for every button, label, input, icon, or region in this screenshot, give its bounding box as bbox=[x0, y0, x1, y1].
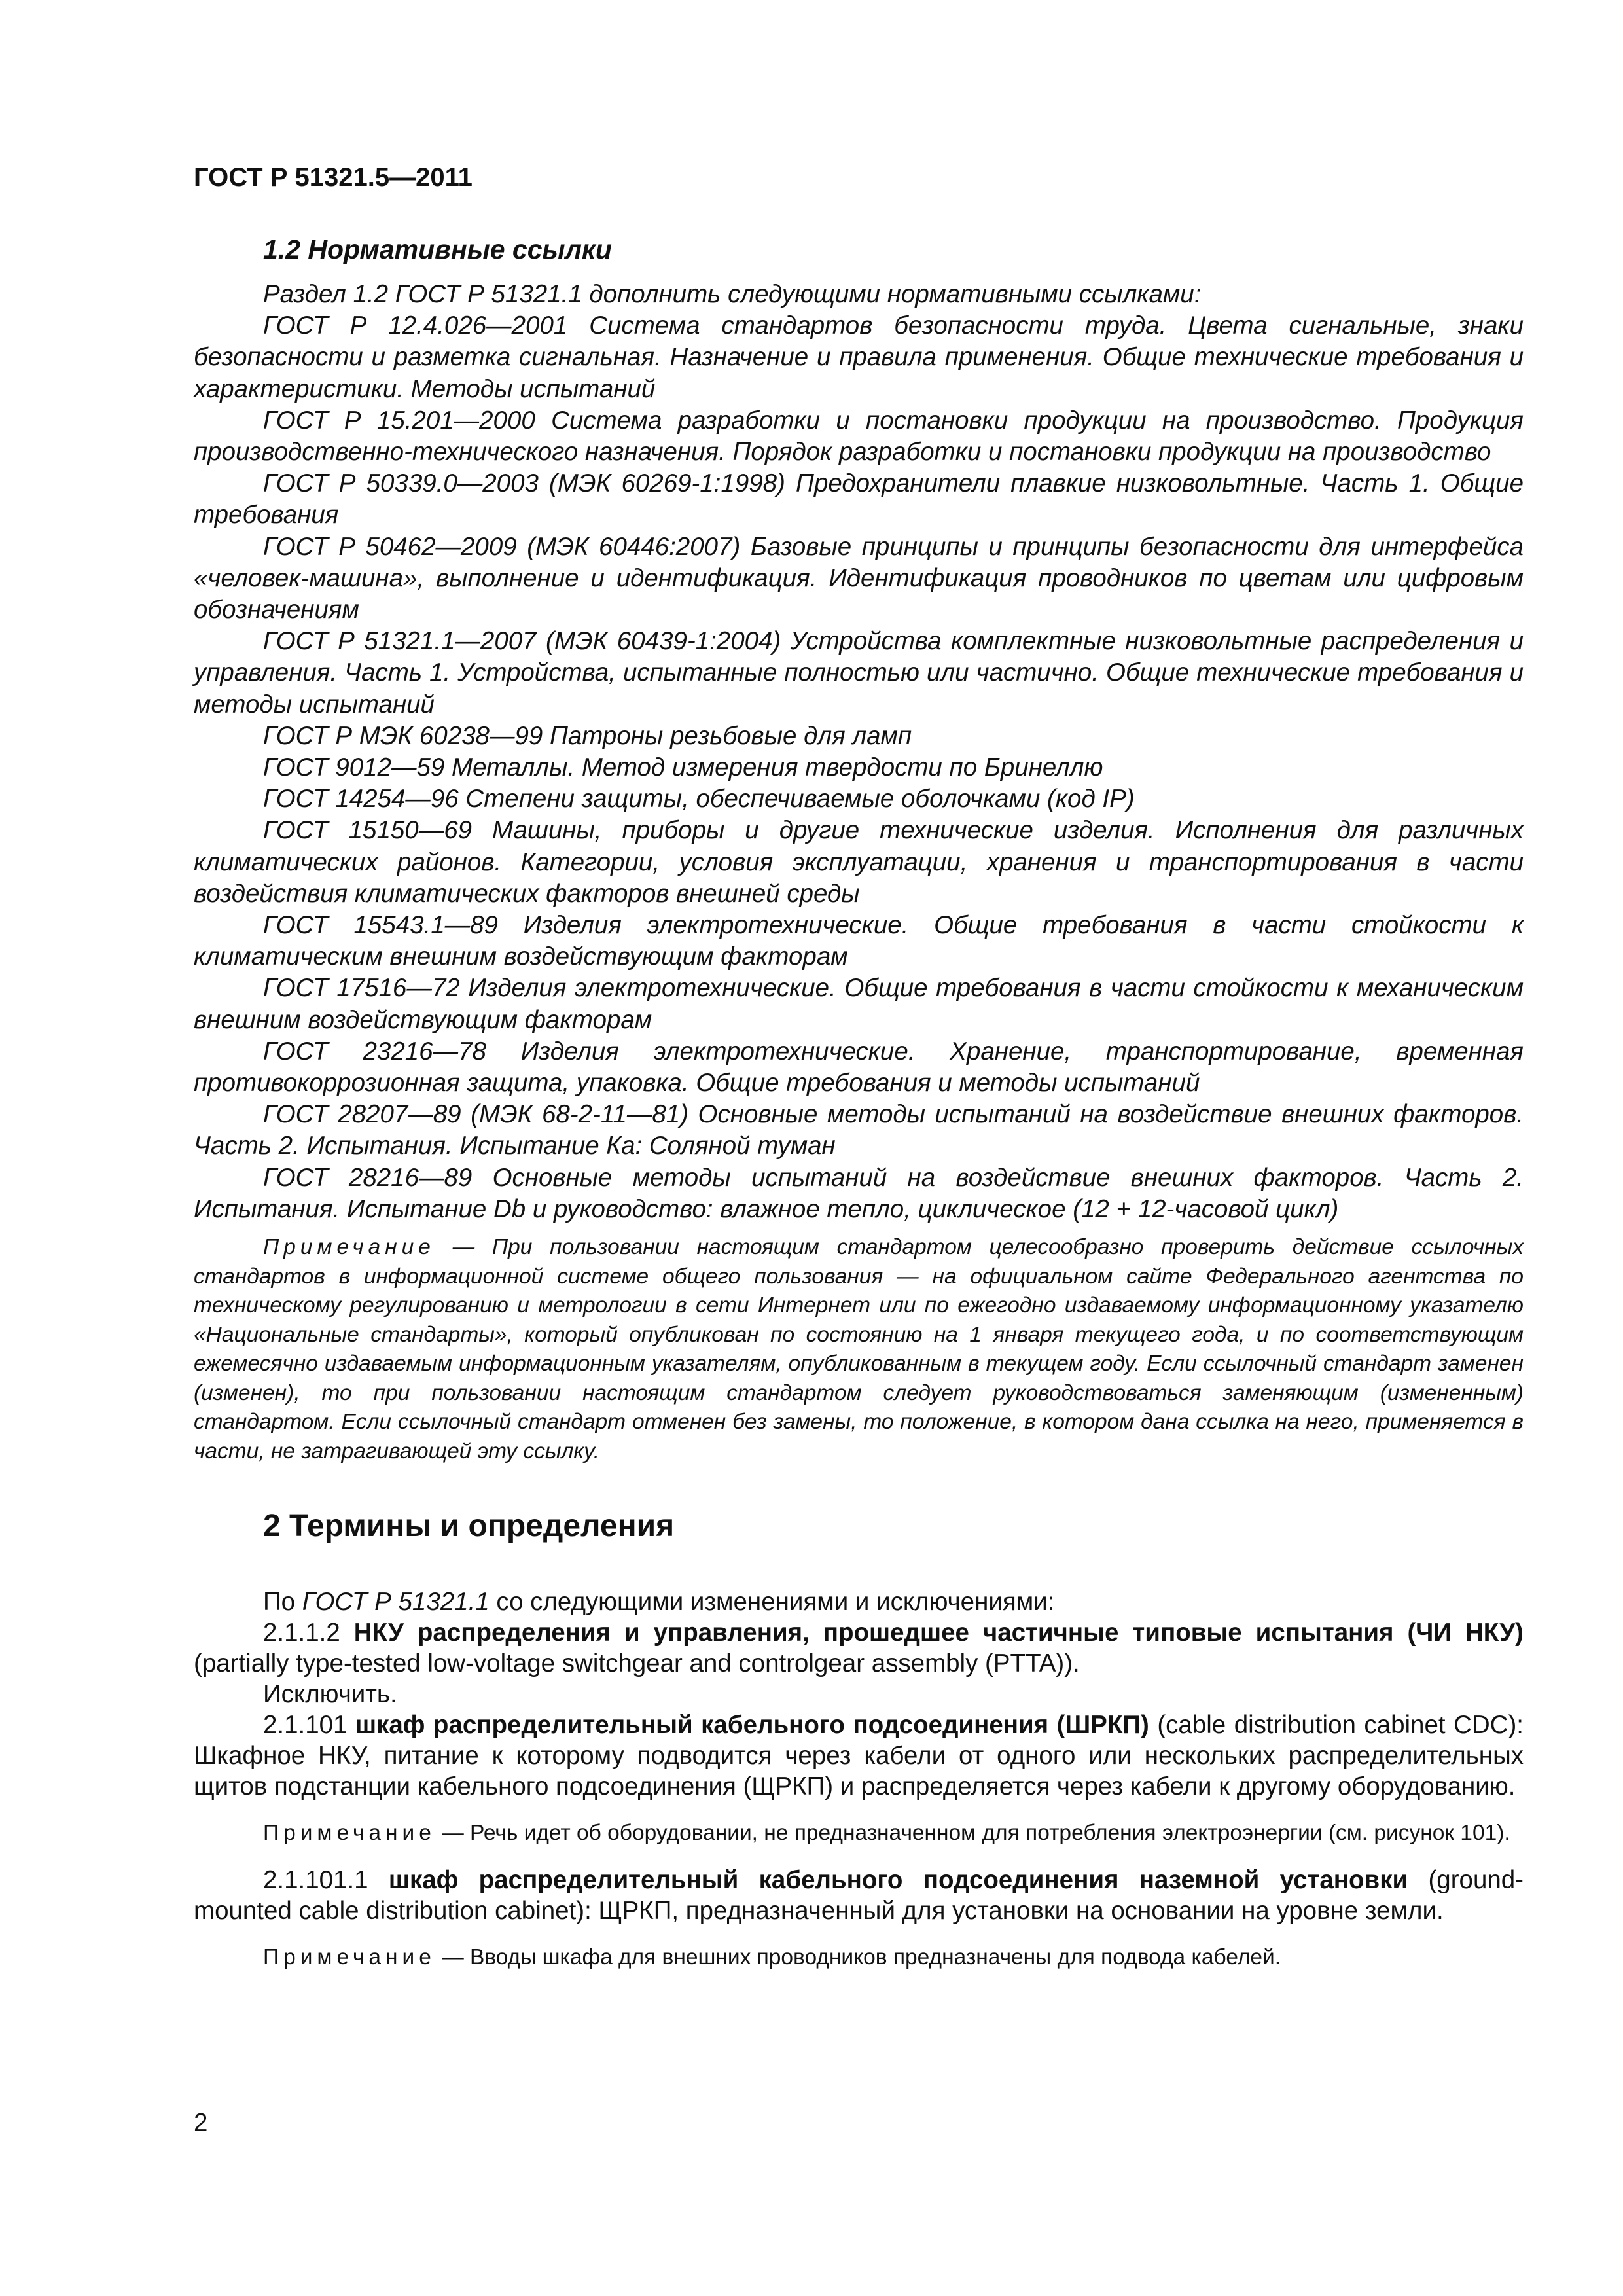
reference-item: ГОСТ 23216—78 Изделия электротехнические. Хранение, транспортирование, временная противокоррозионная защита, упаковка. Общие требования и методы испытаний bbox=[194, 1037, 1524, 1098]
reference-item: ГОСТ Р 12.4.026—2001 Система стандартов безопасности труда. Цвета сигнальные, знаки безопасности и разметка сигнальная. Назначение и правила применения. Общие технические требования и характеристики. Методы испытаний bbox=[194, 312, 1524, 403]
terms-intro-prefix: По bbox=[263, 1588, 302, 1617]
reference-item: ГОСТ 28216—89 Основные методы испытаний на воздействие внешних факторов. Часть 2. Испытания. Испытание Db и руководство: влажное тепло, циклическое (12 + 12-часовой цикл) bbox=[194, 1163, 1524, 1223]
term-number: 2.1.101 bbox=[263, 1711, 355, 1740]
document-page bbox=[194, 161, 1524, 1989]
reference-item: ГОСТ 14254—96 Степени защиты, обеспечиваемые оболочками (код IP) bbox=[263, 785, 1135, 814]
note-text: — Речь идет об оборудовании, не предназначенном для потребления электроэнергии (см. рисунок 101). bbox=[435, 1821, 1510, 1846]
term-name: шкаф распределительный кабельного подсоединения наземной установки bbox=[388, 1866, 1408, 1895]
note-label: Примечание bbox=[263, 1945, 436, 1970]
term-entry-2-1-101 bbox=[194, 1710, 1524, 1802]
terms-intro-reference: ГОСТ Р 51321.1 bbox=[302, 1588, 490, 1617]
document-number-header: ГОСТ Р 51321.5—2011 bbox=[194, 163, 473, 192]
term-number: 2.1.101.1 bbox=[263, 1866, 389, 1895]
terms-body bbox=[194, 1587, 1524, 1972]
terms-intro bbox=[194, 1587, 1524, 1617]
term-definition: (partially type-tested low-voltage switchgear and controlgear assembly (PTTA)). bbox=[194, 1649, 1080, 1678]
term-note bbox=[194, 1943, 1524, 1972]
reference-item: ГОСТ Р 50462—2009 (МЭК 60446:2007) Базовые принципы и принципы безопасности для интерфейса «человек-машина», выполнение и идентификация. Идентификация проводников по цветам или цифровым обозначениям bbox=[194, 532, 1524, 624]
reference-item: ГОСТ Р 51321.1—2007 (МЭК 60439-1:2004) Устройства комплектные низковольтные распределения и управления. Часть 1. Устройства, испытанные полностью или частично. Общие технические требования и методы испытаний bbox=[194, 627, 1524, 719]
reference-item: ГОСТ Р 15.201—2000 Система разработки и постановки продукции на производство. Продукция производственно-технического назначения. Порядок разработки и постановки продукции на производство bbox=[194, 406, 1524, 467]
reference-item: ГОСТ Р МЭК 60238—99 Патроны резьбовые для ламп bbox=[263, 721, 912, 750]
note-label: Примечание bbox=[263, 1235, 435, 1260]
term-entry-2-1-101-1 bbox=[194, 1865, 1524, 1926]
reference-item: ГОСТ 9012—59 Металлы. Метод измерения твердости по Бринеллю bbox=[263, 753, 1103, 782]
reference-item: ГОСТ Р 50339.0—2003 (МЭК 60269-1:1998) Предохранители плавкие низковольтные. Часть 1. Общие требования bbox=[194, 469, 1524, 529]
term-entry-2-1-1-2 bbox=[194, 1617, 1524, 1679]
term-definition: (ground-mounted cable distribution cabinet): ЩРКП, предназначенный для установки на основании на уровне земли. bbox=[194, 1866, 1524, 1926]
reference-item: ГОСТ 15150—69 Машины, приборы и другие технические изделия. Исполнения для различных климатических районов. Категории, условия эксплуатации, хранения и транспортирования в части воздействия климатических факторов внешней среды bbox=[194, 816, 1524, 908]
note-text: — При пользовании настоящим стандартом целесообразно проверить действие ссылочных стандартов в информационной системе общего пользования — на официальном сайте Федерального агентства по техническому регулированию и метрологии в сети Интернет или по ежегодно издаваемому информационному указателю «Национальные стандарты», который опубликован по состоянию на 1 января текущего года, и по соответствующим ежемесячно издаваемым информационным указателям, опубликованным в текущем году. Если ссылочный стандарт заменен (изменен), то при пользовании настоящим стандартом следует руководствоваться заменяющим (измененным) стандартом. Если ссылочный стандарт отменен без замены, то положение, в котором дана ссылка на него, применяется в части, не затрагивающей эту ссылку. bbox=[194, 1235, 1524, 1463]
references-intro: Раздел 1.2 ГОСТ Р 51321.1 дополнить следующими нормативными ссылками: bbox=[263, 280, 1202, 308]
term-definition: (cable distribution cabinet CDC): Шкафное НКУ, питание к которому подводится через кабели от одного или нескольких распределительных щитов подстанции кабельного подсоединения (ЩРКП) и распределяется через кабели к другому оборудованию. bbox=[194, 1711, 1524, 1801]
term-number: 2.1.1.2 bbox=[263, 1619, 354, 1647]
term-name: НКУ распределения и управления, прошедшее частичные типовые испытания (ЧИ НКУ) bbox=[353, 1619, 1524, 1647]
term-note bbox=[194, 1819, 1524, 1848]
note-label: Примечание bbox=[263, 1821, 436, 1846]
reference-item: ГОСТ 15543.1—89 Изделия электротехнические. Общие требования в части стойкости к климатическим внешним воздействующим факторам bbox=[194, 911, 1524, 971]
reference-item: ГОСТ 28207—89 (МЭК 68-2-11—81) Основные методы испытаний на воздействие внешних факторов. Часть 2. Испытания. Испытание Ка: Соляной туман bbox=[194, 1100, 1524, 1160]
section-title-terms: 2 Термины и определения bbox=[263, 1509, 675, 1544]
normative-references-list bbox=[194, 279, 1524, 1225]
term-action-exclude: Исключить. bbox=[263, 1680, 397, 1709]
term-name: шкаф распределительный кабельного подсоединения (ШРКП) bbox=[355, 1711, 1149, 1740]
terms-intro-suffix: со следующими изменениями и исключениями: bbox=[489, 1588, 1055, 1617]
note-text: — Вводы шкафа для внешних проводников предназначены для подвода кабелей. bbox=[435, 1945, 1281, 1970]
reference-item: ГОСТ 17516—72 Изделия электротехнические. Общие требования в части стойкости к механическим внешним воздействующим факторам bbox=[194, 974, 1524, 1034]
subsection-title-normative-references: 1.2 Нормативные ссылки bbox=[263, 234, 612, 264]
page-number: 2 bbox=[194, 2109, 208, 2137]
references-note bbox=[194, 1233, 1524, 1466]
